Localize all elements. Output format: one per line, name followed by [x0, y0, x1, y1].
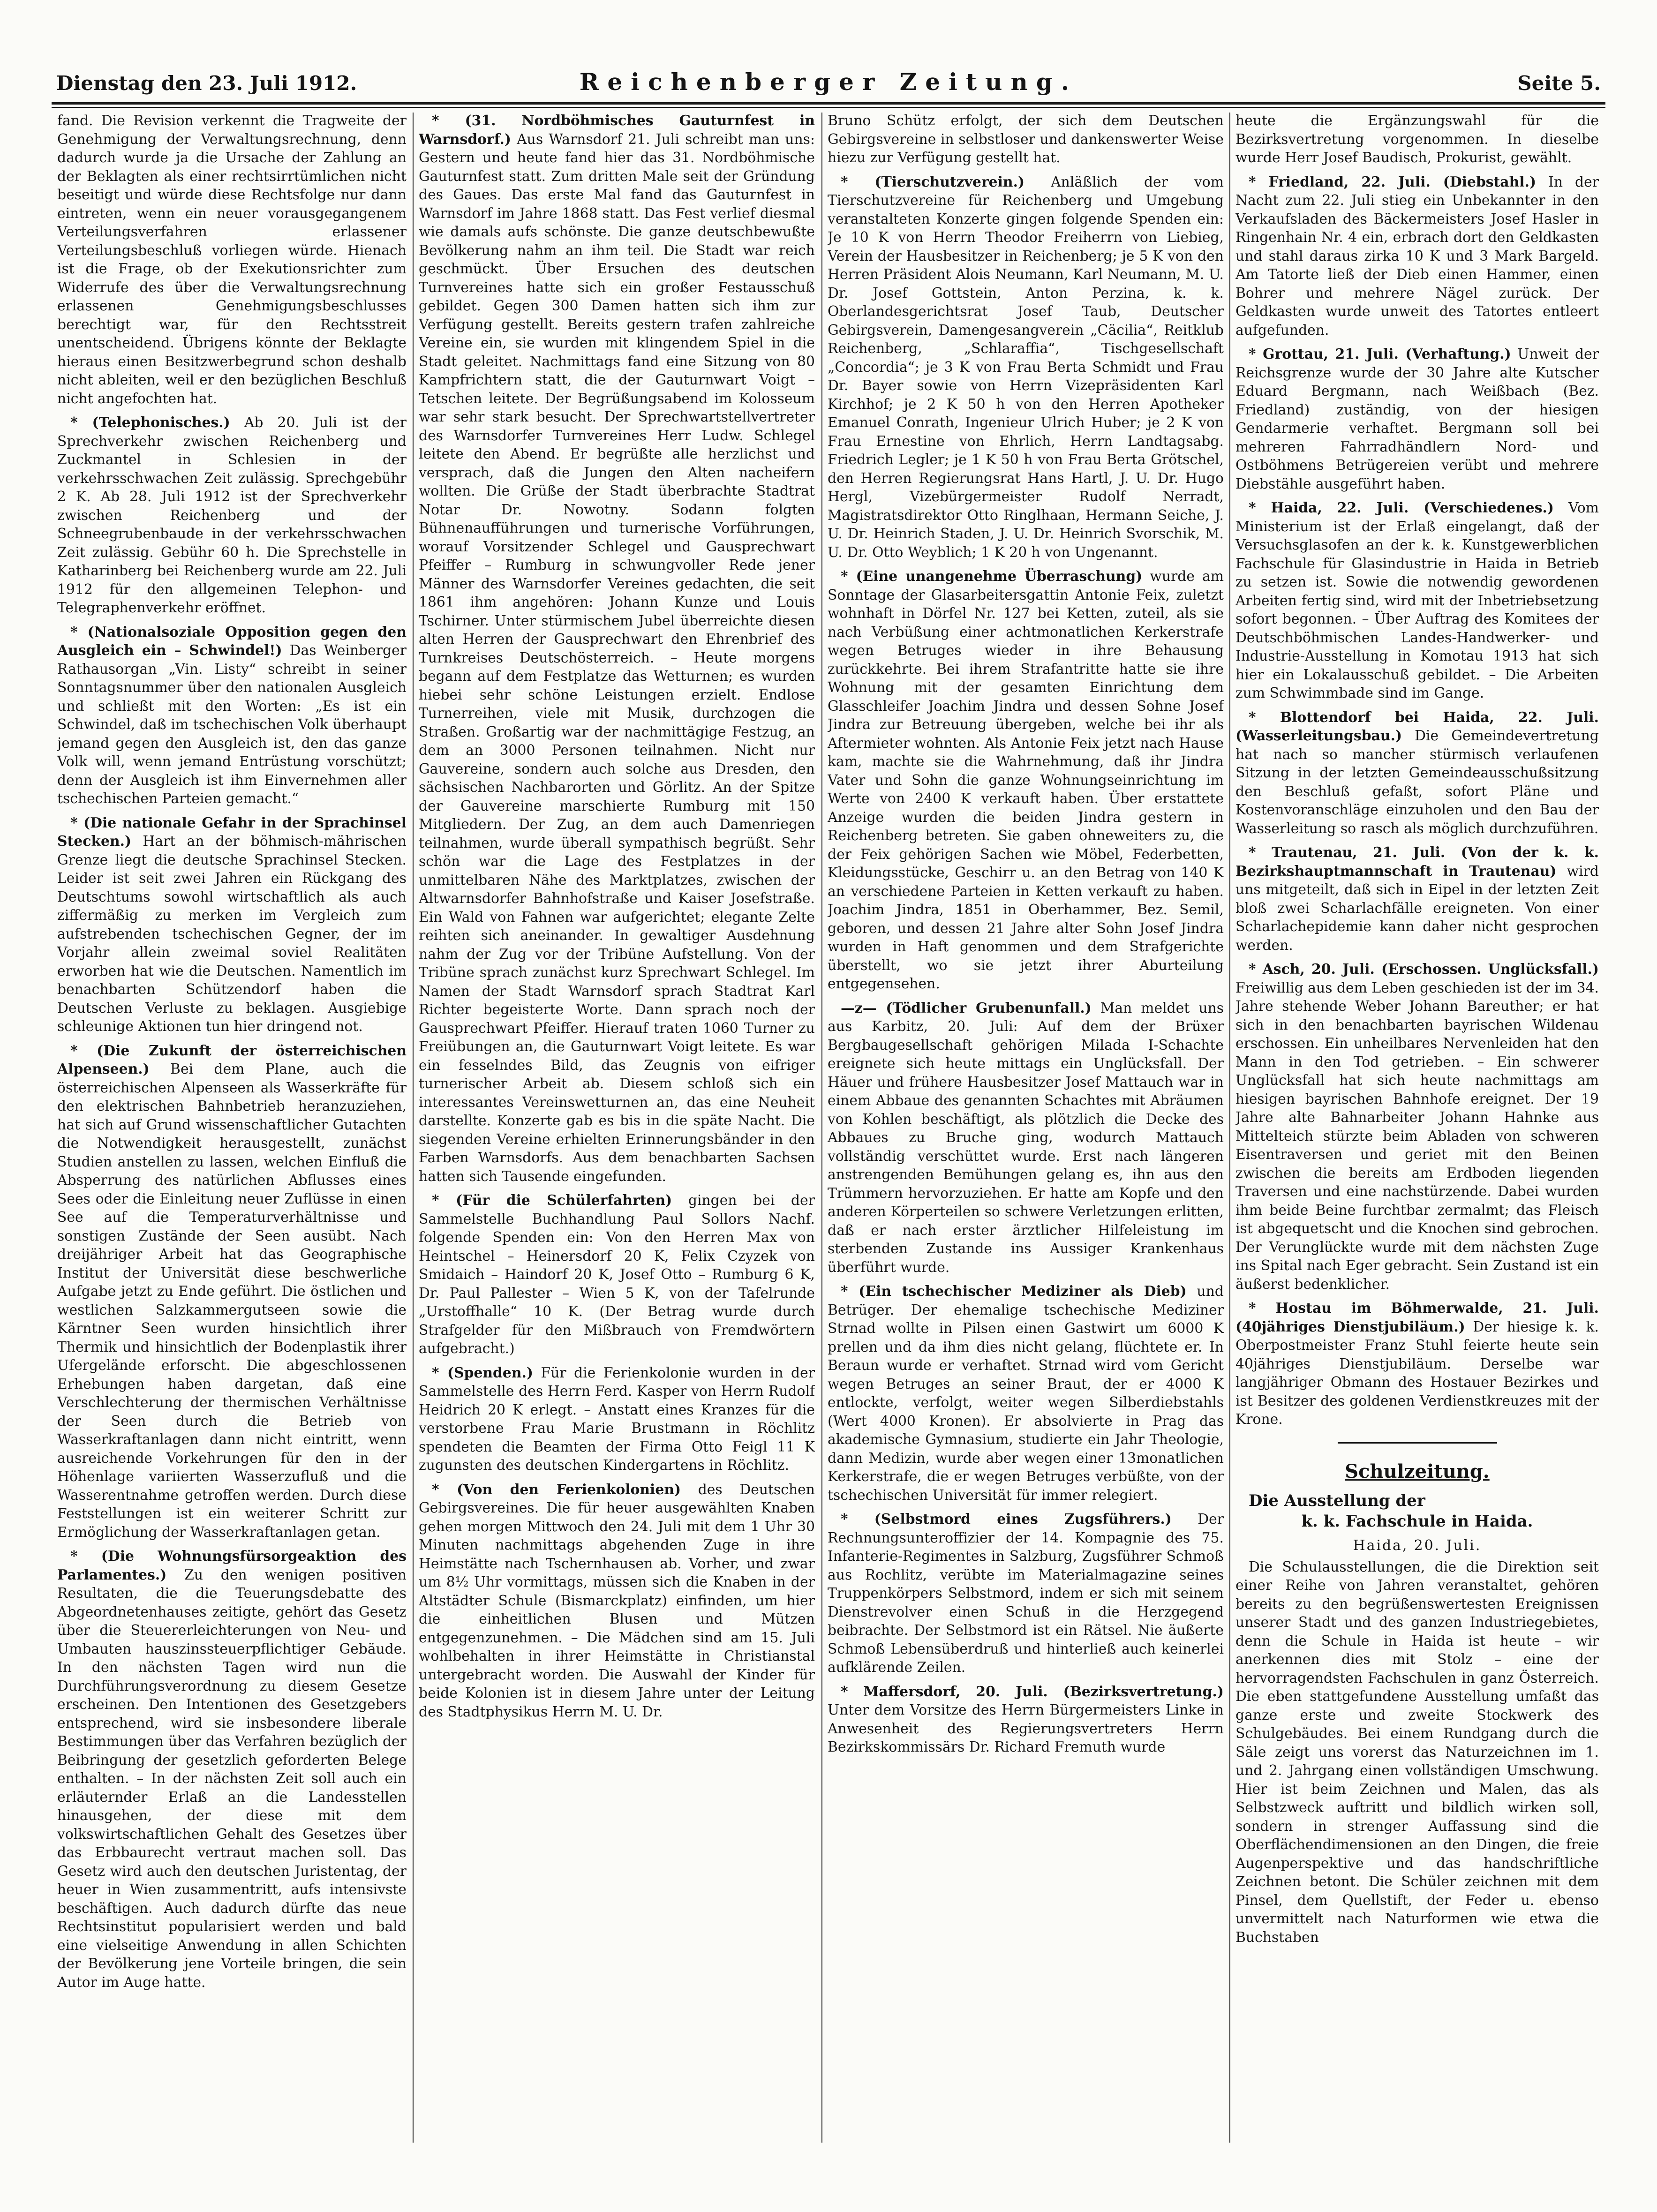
article-body: Unter dem Vorsitze des Herrn Bürgermeisters Linke in Anwesenheit des Regierungsvertreters Herrn Bezirkskommissärs Dr. Richard Fremuth wurde — [828, 1702, 1224, 1755]
article-body: Man meldet uns aus Karbitz, 20. Juli: Auf dem der Brüxer Bergbaugesellschaft gehörigen Milada I-Schachte ereignete sich heute mittags ein Unglücksfall. Der Häuer und frühere Hausbesitzer Josef Mattauch war in einem Abbaue des genannten Schachtes mit Abräumen von Kohlen beschäftigt, als plötzlich die Decke des Abbaues zu Bruche ging, wodurch Mattauch vollständig verschüttet wurde. Erst nach längeren anstrengenden Bemühungen gelang es, ihn aus den Trümmern hervorzuziehen. Er hatte am Kopfe und den anderen Körperteilen so schwere Verletzungen erlitten, daß er nach erster ärztlicher Hilfeleistung im sterbenden Zustande ins Aussiger Krankenhaus überführt wurde. — [828, 1000, 1224, 1276]
article-headline: * (Selbstmord eines Zugsführers.) — [841, 1511, 1172, 1527]
article-paragraph — [1235, 173, 1599, 340]
article-headline: * Blottendorf bei Haida, 22. Juli. (Wasserleitungsbau.) — [1235, 709, 1599, 744]
article-paragraph: Bruno Schütz erfolgt, der sich dem Deutschen Gebirgsvereine in selbstloser und dankenswerter Weise hiezu zur Verfügung gestellt hat. — [828, 113, 1224, 166]
article-paragraph — [57, 623, 407, 808]
article-paragraph — [1235, 708, 1599, 838]
article-body: Der Rechnungsunteroffizier der 14. Kompagnie des 75. Infanterie-Regimentes in Salzburg, Zugsführer Schmoß aus Rochlitz, verübte im Materialmagazine seines Truppenkörpers Selbstmord, indem er sich mit seinem Dienstrevolver einen Schuß in die Herzgegend beibrachte. Der Selbstmord ist ein Rätsel. Nie äußerte Schmoß Lebensüberdruß und hinterließ auch keinerlei aufklärende Zeilen. — [828, 1511, 1224, 1676]
article-body: Zu den wenigen positiven Resultaten, die die Teuerungsdebatte des Abgeordnetenhauses zeitigte, gehört das Gesetz über die Steuererleichterungen von Neu- und Umbauten hauszinssteuerpflichtiger Gebäude. In den nächsten Tagen wird nun die Durchführungsverordnung zu diesem Gesetze erscheinen. Den Intentionen des Gesetzgebers entsprechend, wird sie insbesondere liberale Bestimmungen über das Verfahren bezüglich der Beibringung der gesetzlich geforderten Belege enthalten. – In der nächsten Zeit soll auch ein erläuternder Erlaß an die Landesstellen hinausgehen, der diese mit dem volkswirtschaftlichen Gehalt des Gesetzes über das Erbbaurecht vertraut machen soll. Das Gesetz wird auch den deutschen Juristentag, der heuer in Wien zusammentritt, aufs intensivste beschäftigen. Auch dadurch dürfte das neue Rechtsinstitut popularisiert werden und bald eine vielseitige Anwendung in allen Schichten der Bevölkerung jene Vorteile bringen, die sein Autor im Auge hatte. — [57, 1566, 407, 1991]
article-paragraph — [1235, 499, 1599, 703]
column-1 — [57, 112, 407, 2137]
article-body: Freiwillig aus dem Leben geschieden ist der im 34. Jahre stehende Weber Johann Bareuther; er hat sich in den benachbarten bayrischen Wildenau erschossen. Ein unheilbares Nervenleiden hat den Mann in den Tod getrieben. – Ein schwerer Unglücksfall hat sich heute nachmittags am hiesigen bayrischen Bahnhofe ereignet. Der 19 Jahre alte Bahnarbeiter Johann Hahnke aus Mittelteich stürzte beim Abladen von schweren Eisentraversen und geriet mit den Beinen zwischen die bereits am Erdboden liegenden Traversen und eine nachstürzende. Dabei wurden ihm beide Beine furchtbar zermalmt; das Fleisch ist abgequetscht und die Knochen sind gebrochen. Der Verunglückte wurde mit dem nächsten Zuge ins Spital nach Eger gebracht. Sein Zustand ist ein äußerst bedenklicher. — [1235, 979, 1599, 1293]
article-body: Der hiesige k. k. Oberpostmeister Franz Stuhl feierte heute sein 40jähriges Dienstjubiläum. Derselbe war langjähriger Obmann des Hostauer Bezirkes und ist Besitzer des goldenen Verdienstkreuzes mit der Krone. — [1235, 1318, 1599, 1428]
article-paragraph — [57, 1042, 407, 1542]
article-paragraph — [828, 1510, 1224, 1677]
column-3 — [828, 112, 1224, 2137]
article-paragraph — [828, 999, 1224, 1277]
article-body: Für die Ferienkolonie wurden in der Sammelstelle des Herrn Ferd. Kasper von Herrn Rudolf Heidrich 20 K erlegt. – Anstatt eines Kranzes für die verstorbene Frau Marie Brustmann in Röchlitz spendeten die Beamten der Firma Otto Feigl 11 K zugunsten des deutschen Kindergartens in Röchlitz. — [419, 1364, 815, 1474]
article-headline: * (Eine unangenehme Überraschung) — [841, 568, 1143, 585]
article-body: Hart an der böhmisch-mährischen Grenze liegt die deutsche Sprachinsel Stecken. Leider ist seit zwei Jahren ein Rückgang des Deutschtums sowohl wirtschaftlich als auch ziffermäßig zu merken im Vergleich zum aufstrebenden tschechischen Gegner, der im Vorjahr allein zweimal soviel Realitäten erworben hat wie die Deutschen. Namentlich im benachbarten Schützendorf haben die Deutschen Verluste zu beklagen. Ausgiebige schleunige Aktionen tun hier dringend not. — [57, 833, 407, 1035]
section-heading: Schulzeitung. — [1345, 1460, 1490, 1482]
column-divider — [1229, 113, 1230, 2143]
masthead-rule — [52, 102, 1605, 105]
article-paragraph: Die Schulausstellungen, die die Direktion seit einer Reihe von Jahren veranstaltet, gehören bereits zu den begrüßenswertesten Ereignissen unserer Stadt und des ganzen Industriegebietes, denn die Schule in Haida ist heute – wir anerkennen dies mit Stolz – eine der hervorragendsten Fachschulen in ganz Österreich. Die eben stattgefundene Ausstellung umfaßt das ganze erste und zweite Stockwerk des Schulgebäudes. Bei einem Rundgang durch die Säle zeigt uns vorerst das Naturzeichnen im 1. und 2. Jahrgang einen vollständigen Umschwung. Hier ist beim Zeichnen und Malen, das als Selbstzweck auftritt und bildlich wirken soll, sondern in strenger Auffassung sind die Oberflächendimensionen an den Dingen, die freie Augenperspektive und das handschriftliche Zeichnen betont. Die Schüler zeichnen mit dem Pinsel, dem Quellstift, der Feder u. ebenso unvermittelt nach Naturformen wie etwa die Buchstaben — [1235, 1558, 1599, 1946]
column-divider — [821, 113, 822, 2143]
article-paragraph — [828, 1683, 1224, 1757]
article-paragraph — [1235, 1299, 1599, 1429]
column-4 — [1235, 112, 1599, 2137]
article-body: Unweit der Reichsgrenze wurde der 30 Jahre alte Kutscher Eduard Bergmann, nach Weißbach (Bez. Friedland) zuständig, von der hiesigen Gendarmerie verhaftet. Bergmann soll bei mehreren Fahrradhändlern Nord- und Ostböhmens Betrügereien verübt und mehrere Diebstähle ausgeführt haben. — [1235, 346, 1599, 492]
article-headline: * (Nationalsoziale Opposition gegen den Ausgleich ein – Schwindel!) — [57, 624, 407, 659]
article-paragraph — [1235, 345, 1599, 493]
newspaper-title: Reichenberger Zeitung. — [579, 68, 1078, 96]
article-headline: * Haida, 22. Juli. (Verschiedenes.) — [1249, 500, 1554, 516]
article-title-line-1: Die Ausstellung der — [1249, 1491, 1425, 1510]
article-body: gingen bei der Sammelstelle Buchhandlung Paul Sollors Nachf. folgende Spenden ein: Von den Herren Max von Heintschel – Heinersdorf 20 K, Felix Czyzek von Smidaich – Haindorf 20 K, Josef Otto – Rumburg 6 K, Dr. Paul Pallester – Wien 5 K, von der Tafelrunde „Urstoffhalle“ 10 K. (Der Betrag wurde durch Strafgelder für den Mißbrauch von Fremdwörtern aufgebracht.) — [419, 1192, 815, 1357]
article-body: Ab 20. Juli ist der Sprechverkehr zwischen Reichenberg und Zuckmantel in Schlesien in der verkehrsschwachen Zeit zulässig. Sprechgebühr 2 K. Ab 28. Juli 1912 ist der Sprechverkehr zwischen Reichenberg und der Schneegrubenbaude in der verkehrsschwachen Zeit zulässig. Gebühr 60 h. Die Sprechstelle in Katharinberg bei Reichenberg wurde am 22. Juli 1912 für den allgemeinen Telephon- und Telegraphenverkehr eröffnet. — [57, 414, 407, 616]
masthead-rule-thin — [52, 107, 1605, 108]
article-paragraph — [419, 1481, 815, 1722]
issue-date: Dienstag den 23. Juli 1912. — [56, 72, 357, 95]
article-body: und Betrüger. Der ehemalige tschechische Mediziner Strnad wollte in Pilsen einen Gastwirt um 6000 K prellen und da ihm dies nicht gelang, flüchtete er. In Beraun wurde er verhaftet. Strnad wird vom Gericht wegen Betruges an seiner Braut, der er 4000 K entlockte, verfolgt, weiter wegen Silberdiebstahls (Wert 4000 Kronen). Er absolvierte in Prag das akademische Gymnasium, studierte ein Jahr Theologie, dann Medizin, wurde aber wegen einer 13monatlichen Kerkerstrafe, die er wegen Betruges verbüßte, von der tschechischen Universität für immer relegiert. — [828, 1283, 1224, 1504]
article-paragraph — [419, 112, 815, 1186]
article-paragraph — [57, 414, 407, 617]
article-paragraph: fand. Die Revision verkennt die Tragweite der Genehmigung der Verwaltungsrechnung, denn dadurch wurde ja die Ursache der Zahlung an der Beklagten als einer rechtsirrtümlichen nicht beseitigt und würde diese Rechtsfolge nur dann eintreten, wenn ein neuer vorausgegangenem Verteilungsverfahren erlassener Verteilungsbeschluß vorliegen würde. Hienach ist die Frage, ob der Exekutionsrichter zum Widerrufe des über die Verwaltungsrechnung erlassenen Genehmigungsbeschlusses berechtigt war, für den Rechtsstreit unentscheidend. Übrigens könnte der Beklagte hieraus einen Besitzwerbegrund schon deshalb nicht ableiten, weil er den bezüglichen Beschluß nicht angefochten hat. — [57, 113, 407, 407]
article-headline: * (Spenden.) — [432, 1364, 533, 1381]
article-headline: * (Tierschutzverein.) — [841, 173, 1025, 190]
article-headline: * Hostau im Böhmerwalde, 21. Juli. (40jähriges Dienstjubiläum.) — [1235, 1300, 1599, 1335]
article-body: In der Nacht zum 22. Juli stieg ein Unbekannter in den Verkaufsladen des Bäckermeisters Josef Hasler in Ringenhain Nr. 4 ein, erbrach dort den Geldkasten und stahl daraus zirka 10 K und 3 Mark Bargeld. Am Tatorte ließ der Dieb einen Hammer, einen Bohrer und mehrere Nägel zurück. Der Geldkasten wurde unweit des Tatortes entleert aufgefunden. — [1235, 173, 1599, 339]
article-body: Vom Ministerium ist der Erlaß eingelangt, daß der Versuchsglasofen an der k. k. Kunstgewerblichen Fachschule für Glasindustrie in Haida in Betrieb zu setzen ist. Sowie die notwendig gewordenen Arbeiten fertig sind, wird mit der Inbetriebsetzung sofort begonnen. – Über Auftrag des Komitees der Deutschböhmischen Landes-Handwerker- und Industrie-Ausstellung in Komotau 1913 hat sich hier ein Lokalausschuß gebildet. – Die Arbeiten zum Schwimmbade sind im Gange. — [1235, 500, 1599, 701]
article-body: wurde am Sonntage der Glasarbeitersgattin Antonie Feix, zuletzt wohnhaft in Dörfel Nr. 127 bei Ketten, zuteil, als sie nach Verbüßung einer achtmonatlichen Kerkerstrafe wegen Betruges wieder in ihre Behausung zurückkehrte. Bei ihrem Strafantritte hatte sie ihre Wohnung mit der gesamten Einrichtung dem Glasschleifer Joachim Jindra und dessen Sohne Josef Jindra zur Betreuung übergeben, welche bei ihr als Aftermieter wohnten. Als Antonie Feix jetzt nach Hause kam, machte sie die Wahrnehmung, daß ihr Jindra Vater und Sohn die ganze Wohnungseinrichtung im Werte von 2400 K verkauft haben. Über erstattete Anzeige wurden die beiden Jindra gestern in Reichenberg betreten. Sie gaben ohneweiters zu, die der Feix gehörigen Sachen wie Möbel, Federbetten, Kleidungsstücke, Geschirr u. an den Betrag von 140 K an verschiedene Parteien in Ketten verkauft zu haben. Joachim Jindra, 1851 in Oberhammer, Bez. Semil, geboren, und dessen 21 Jahre alter Sohn Josef Jindra wurden in Haft genommen und dem Strafgerichte überstellt, wo sie jetzt ihrer Aburteilung entgegensehen. — [828, 568, 1224, 992]
article-body: Die Gemeindevertretung hat nach so mancher stürmisch verlaufenen Sitzung in der letzten Gemeindeausschußsitzung den Beschluß gefaßt, sofort Pläne und Kostenvoranschläge einzuholen und den Bau der Wasserleitung so rasch als möglich durchzuführen. — [1235, 728, 1599, 837]
article-headline: * Maffersdorf, 20. Juli. (Bezirksvertretung.) — [841, 1683, 1224, 1700]
article-paragraph: heute die Ergänzungswahl für die Bezirksvertretung vorgenommen. In dieselbe wurde Herr Josef Baudisch, Prokurist, gewählt. — [1235, 113, 1599, 166]
article-body: Aus Warnsdorf 21. Juli schreibt man uns: Gestern und heute fand hier das 31. Nordböhmische Gauturnfest statt. Zum dritten Male seit der Gründung des Gaues. Das erste Mal fand das Gauturnfest in Warnsdorf im Jahre 1868 statt. Das Fest verlief diesmal wie damals aufs schönste. Die ganze deutschbewußte Bevölkerung nahm an ihm teil. Die Stadt war reich geschmückt. Über Ersuchen des deutschen Turnvereines hatte sich ein großer Festausschuß gebildet. Gegen 300 Damen hatten sich ihm zur Verfügung gestellt. Bereits gestern trafen zahlreiche Vereine ein, sie wurden mit klingendem Spiel in die Stadt geleitet. Nachmittags fand eine Sitzung von 80 Kampfrichtern statt, die der Gauturnwart Voigt – Tetschen leitete. Der Begrüßungsabend im Kolosseum war sehr stark besucht. Der Sprechwartstellvertreter des Warnsdorfer Turnvereines Herr Ludw. Schlegel leitete den Abend. Er begrüßte alle herzlichst und versprach, daß die Jungen den Alten nacheifern wollten. Die Grüße der Stadt überbrachte Stadtrat Notar Dr. Nowotny. Sodann folgten Bühnenaufführungen und turnerische Vorführungen, worauf Vorsitzender Schlegel und Gausprechwart Pfeiffer – Rumburg in schwungvoller Rede jener Männer des Warnsdorfer Vereines gedachten, die seit 1861 ihm angehören: Johann Kunze und Louis Tschirner. Unter stürmischem Jubel überreichte diesen alten Herren der Gausprechwart den Ehrenbrief des Turnkreises Deutschösterreich. – Heute morgens begann auf dem Festplatze das Wetturnen; es wurden hiebei sehr schöne Leistungen erzielt. Endlose Turnerreihen, viele mit Musik, durchzogen die Straßen. Großartig war der nachmittägige Festzug, an dem an 3000 Personen teilnahmen. Nicht nur Gauvereine, sondern auch solche aus Dresden, den sächsischen Nachbarorten und Görlitz. An der Spitze der Gauvereine marschierte Rumburg mit 150 Mitgliedern. Der Zug, an dem auch Damenriegen teilnahmen, wurde überall sympathisch begrüßt. Sehr schön war die Lage des Festplatzes in der unmittelbaren Nähe des Marktplatzes, zwischen der Altwarnsdorfer Bahnhofstraße und Kaiser Josefstraße. Ein Wald von Fahnen war aufgerichtet; elegante Zelte reihten sich aneinander. In gewaltiger Ausdehnung nahm der Zug vor der Tribüne Aufstellung. Von der Tribüne sprach zunächst kurz Sprechwart Schlegel. Im Namen der Stadt Warnsdorf sprach Stadtrat Karl Richter begeisterte Worte. Dann sprach noch der Gausprechwart Pfeiffer. Hierauf traten 1060 Turner zu Freiübungen an, die Gauturnwart Voigt leitete. Es war ein fesselndes Bild, das Zeugnis von eifriger turnerischer Arbeit ab. Diesem schloß sich ein interessantes Vereinswetturnen an, das eine Neuheit darstellte. Konzerte gab es bis in die späte Nacht. Die siegenden Vereine erhielten Erinnerungsbänder in den Farben Warnsdorfs. Aus dem benachbarten Sachsen hatten sich Tausende eingefunden. — [419, 131, 815, 1185]
article-headline: * Asch, 20. Juli. (Erschossen. Unglücksfall.) — [1249, 961, 1599, 978]
article-headline: * (Von den Ferienkolonien) — [432, 1481, 681, 1498]
article-paragraph — [1235, 960, 1599, 1294]
article-body: Anläßlich der vom Tierschutzvereine für Reichenberg und Umgebung veranstalteten Konzerte gingen folgende Spenden ein: Je 10 K von Herrn Theodor Freiherrn von Liebieg, Verein der Hausbesitzer in Reichenberg; je 5 K von den Herren Präsident Alois Neumann, Karl Neumann, M. U. Dr. Josef Gottstein, Anton Perzina, k. k. Oberlandesgerichtsrat Josef Taub, Deutscher Gebirgsverein, Damengesangverein „Cäcilia“, Reitklub Reichenberg, „Schlaraffia“, Tischgesellschaft „Concordia“; je 3 K von Frau Berta Schmidt und Frau Dr. Bayer sowie von Herrn Vizepräsidenten Karl Kirchhof; je 2 K 50 h von den Herren Apotheker Emanuel Conrath, Ingenieur Ulrich Huber; je 2 K von Frau Ernestine von Ehrlich, Herrn Landtagsabg. Friedrich Legler; je 1 K 50 h von Frau Berta Grötschel, den Herren Regierungsrat Hans Hartl, J. U. Dr. Hugo Hergl, Vizebürgermeister Rudolf Nerradt, Magistratsdirektor Otto Ringlhaan, Hermann Seiche, J. U. Dr. Heinrich Staden, J. U. Dr. Heinrich Svorschik, M. U. Dr. Otto Weyblich; 1 K 20 h von Ungenannt. — [828, 173, 1224, 561]
article-paragraph — [57, 1547, 407, 1992]
column-2 — [419, 112, 815, 2137]
article-body: des Deutschen Gebirgsvereines. Die für heuer ausgewählten Knaben gehen morgen Mittwoch den 24. Juli mit dem 1 Uhr 30 Minuten nachmittags abgehenden Zuge in ihre Heimstätte nach Tschernhausen ab. Vorher, und zwar um 8½ Uhr vormittags, müssen sich die Knaben in der Altstädter Schule (Bismarckplatz) einfinden, um hier die einheitlichen Blusen und Mützen entgegenzunehmen. – Die Mädchen sind am 15. Juli wohlbehalten in ihrer Heimstätte in Christianstal untergebracht worden. Die Auswahl der Kinder für beide Kolonien ist in diesem Jahre unter der Leitung des Stadtphysikus Herrn M. U. Dr. — [419, 1481, 815, 1720]
article-headline: * (Die nationale Gefahr in der Sprachinsel Stecken.) — [57, 814, 407, 850]
article-paragraph — [828, 173, 1224, 562]
section-divider — [1338, 1442, 1497, 1444]
article-paragraph — [828, 567, 1224, 993]
article-body: Bei dem Plane, auch die österreichischen Alpenseen als Wasserkräfte für den elektrischen Bahnbetrieb heranzuziehen, hat sich auf Grund wissenschaftlicher Gutachten die Notwendigkeit herausgestellt, zunächst Studien anstellen zu lassen, welchen Einfluß die Absperrung des natürlichen Abflusses eines Sees oder die Einleitung neuer Zuflüsse in einen See auf die Temperaturverhältnisse und sonstigen Zustände der Seen ausübt. Nach dreijähriger Arbeit hat das Geographische Institut der Universität diese beschwerliche Aufgabe jetzt zu Ende geführt. Die östlichen und westlichen Salzkammergutseen sowie die Kärntner Seen wurden hinsichtlich ihrer Thermik und hinsichtlich der Bodenplastik ihrer Ufergelände erforscht. Die abgeschlossenen Erhebungen haben dargetan, daß eine Verschlechterung der thermischen Verhältnisse der Seen durch die Betrieb von Wasserkraftanlagen dann nicht eintritt, wenn ausreichende Vorkehrungen für den in der Höhenlage variierten Wasserzufluß und die Wasserentnahme getroffen werden. Durch diese Feststellungen ist ein weiterer Schritt zur Ermöglichung der Wasserkraftanlagen getan. — [57, 1061, 407, 1541]
article-headline: * Grottau, 21. Juli. (Verhaftung.) — [1249, 346, 1511, 362]
article-headline: * Friedland, 22. Juli. (Diebstahl.) — [1249, 173, 1536, 190]
article-dateline: Haida, 20. Juli. — [1353, 1537, 1482, 1554]
article-headline: * (Ein tschechischer Mediziner als Dieb) — [841, 1283, 1187, 1300]
article-headline: * (Die Wohnungsfürsorgeaktion des Parlamentes.) — [57, 1548, 407, 1583]
column-divider — [413, 113, 414, 2143]
article-headline: * (31. Nordböhmisches Gauturnfest in Warnsdorf.) — [419, 113, 815, 148]
article-headline: * (Telephonisches.) — [70, 414, 230, 431]
article-body: wird uns mitgeteilt, daß sich in Eipel in der letzten Zeit bloß zwei Scharlachfälle ereigneten. Von einer Scharlachepidemie kann daher nicht gesprochen werden. — [1235, 863, 1599, 954]
article-headline: —z— (Tödlicher Grubenunfall.) — [841, 1000, 1092, 1016]
page-number: Seite 5. — [1517, 72, 1601, 95]
article-paragraph — [419, 1191, 815, 1358]
article-headline: * (Für die Schülerfahrten) — [432, 1192, 672, 1209]
article-headline: * Trautenau, 21. Juli. (Von der k. k. Bezirkshauptmannschaft in Trautenau) — [1235, 844, 1599, 880]
masthead — [56, 63, 1601, 101]
article-paragraph — [1235, 843, 1599, 955]
article-paragraph — [57, 814, 407, 1036]
article-body: Das Weinberger Rathausorgan „Vin. Listy“ schreibt in seiner Sonntagsnummer über den nationalen Ausgleich und schließt mit den Worten: „Es ist ein Schwindel, daß im tschechischen Volk überhaupt jemand gegen den Ausgleich ist, den das ganze Volk will, wenn jemand Entrüstung vorschützt; denn der Ausgleich ist ihm Einvernehmen aller tschechischen Parteien gemacht.“ — [57, 642, 407, 807]
article-headline: * (Die Zukunft der österreichischen Alpenseen.) — [57, 1042, 407, 1077]
article-title-line-2: k. k. Fachschule in Haida. — [1301, 1512, 1533, 1531]
article-paragraph — [419, 1364, 815, 1475]
article-paragraph — [828, 1282, 1224, 1505]
